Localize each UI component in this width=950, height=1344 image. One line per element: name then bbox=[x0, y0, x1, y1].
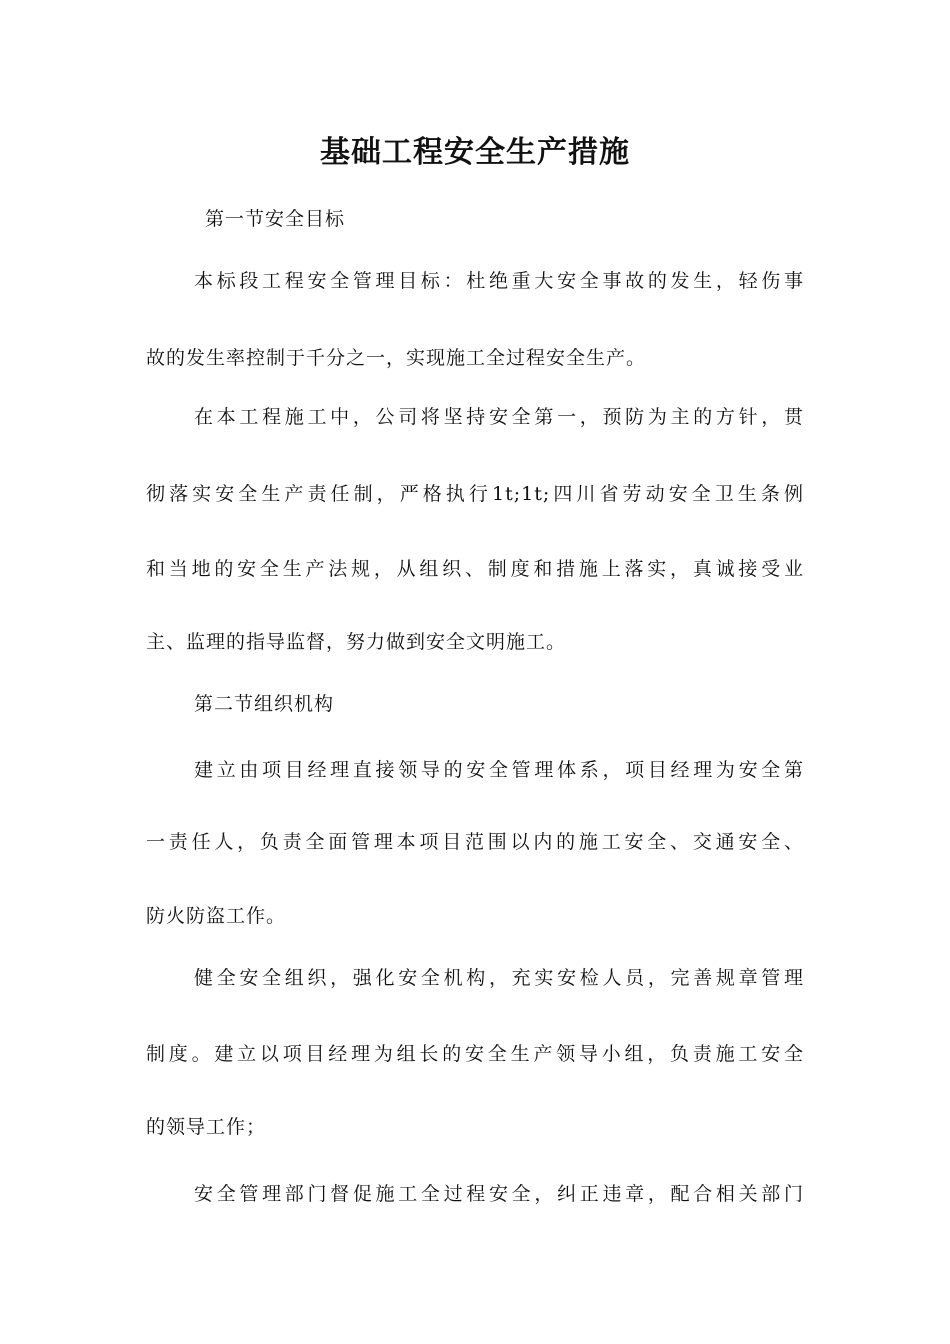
paragraph-line: 一责任人，负责全面管理本项目范围以内的施工安全、交通安全、 bbox=[146, 831, 804, 853]
paragraph-line: 和当地的安全生产法规，从组织、制度和措施上落实，真诚接受业 bbox=[146, 558, 804, 580]
paragraph-line: 健全安全组织，强化安全机构，充实安检人员，完善规章管理 bbox=[194, 967, 804, 989]
paragraph-line: 制度。建立以项目经理为组长的安全生产领导小组，负责施工安全 bbox=[146, 1043, 804, 1065]
paragraph-line: 建立由项目经理直接领导的安全管理体系，项目经理为安全第 bbox=[194, 759, 804, 781]
paragraph-line: 主、监理的指导监督，努力做到安全文明施工。 bbox=[146, 631, 567, 653]
paragraph-line: 在本工程施工中，公司将坚持安全第一，预防为主的方针，贯 bbox=[194, 406, 804, 428]
paragraph-line: 安全管理部门督促施工全过程安全，纠正违章，配合相关部门 bbox=[194, 1183, 804, 1205]
paragraph-line: 的领导工作； bbox=[146, 1116, 267, 1138]
paragraph-line: 本标段工程安全管理目标：杜绝重大安全事故的发生，轻伤事 bbox=[194, 270, 804, 292]
section-heading-organization: 第二节组织机构 bbox=[194, 693, 335, 715]
section-heading-safety-goals: 第一节安全目标 bbox=[205, 208, 346, 230]
document-title: 基础工程安全生产措施 bbox=[320, 135, 630, 170]
paragraph-line: 防火防盗工作。 bbox=[146, 905, 287, 927]
paragraph-line: 故的发生率控制于千分之一，实现施工全过程安全生产。 bbox=[146, 347, 647, 369]
paragraph-line: 彻落实安全生产责任制，严格执行1t;1t;四川省劳动安全卫生条例 bbox=[146, 483, 804, 505]
